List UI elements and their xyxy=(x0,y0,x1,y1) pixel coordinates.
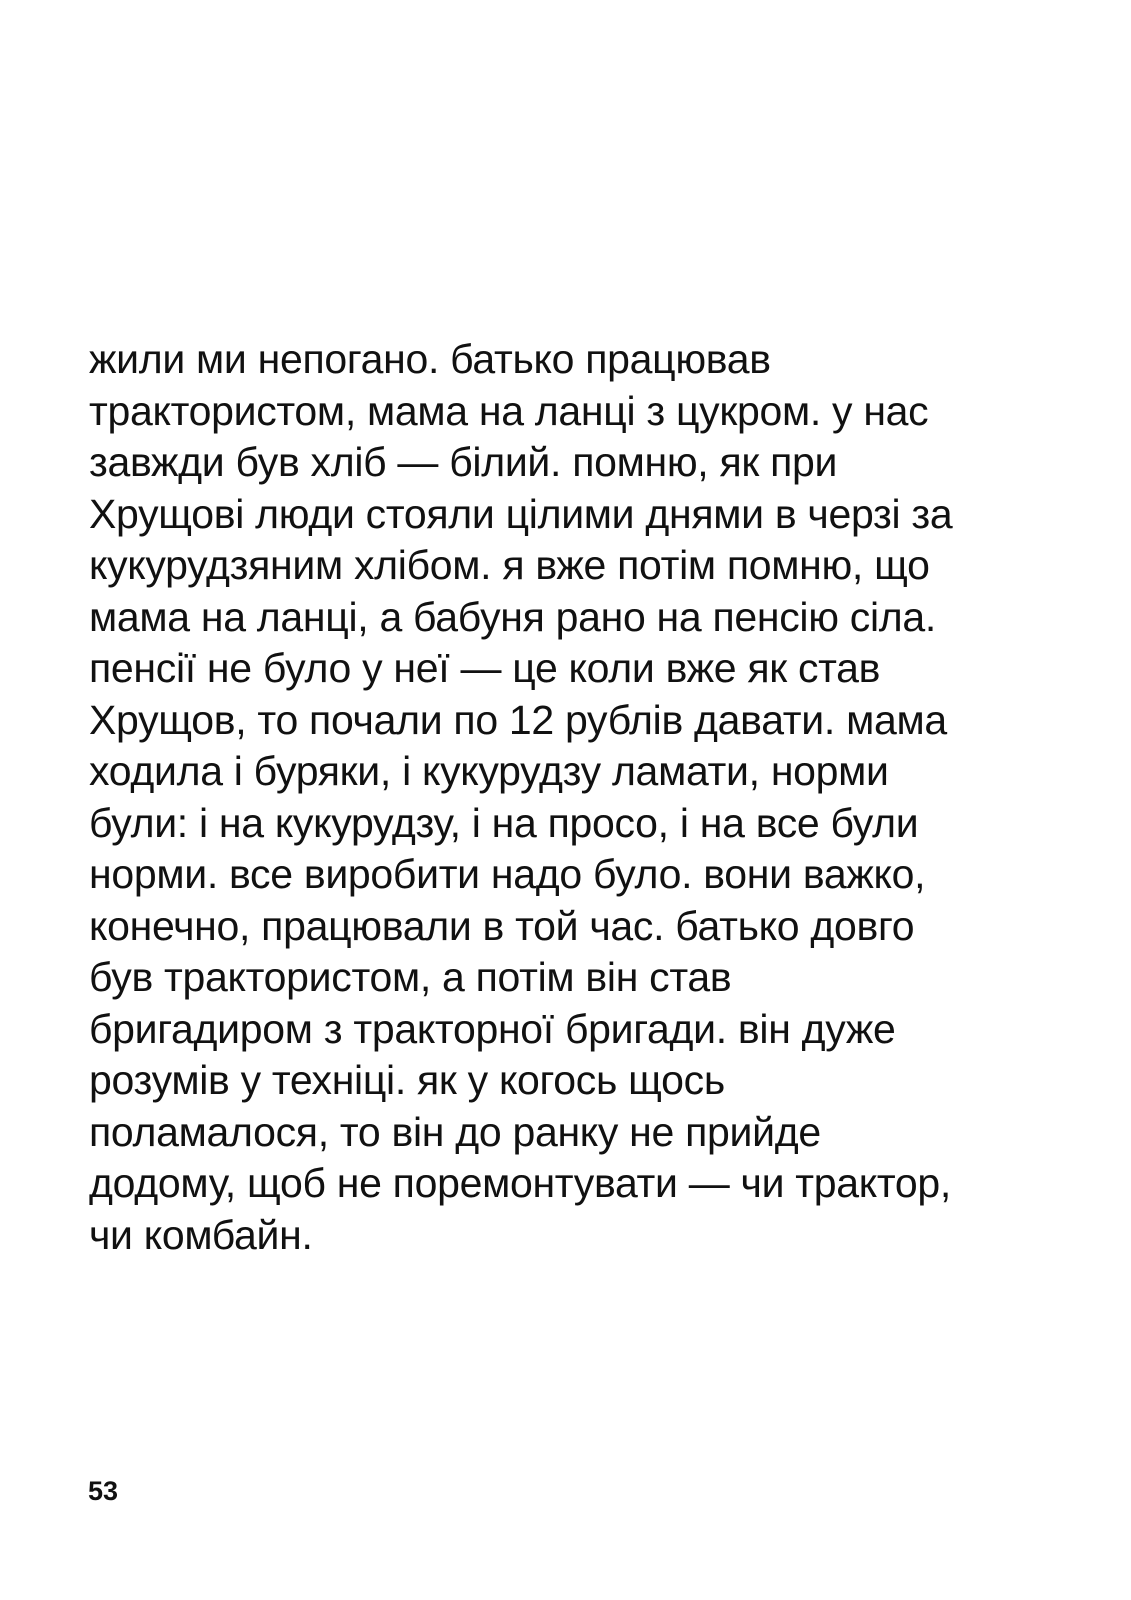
text-line: ходила і буряки, і кукурудзу ламати, норми xyxy=(89,748,889,794)
text-line: норми. все виробити надо було. вони важко, xyxy=(89,851,926,897)
text-line: пенсії не було у неї — це коли вже як став xyxy=(89,645,881,691)
text-line: конечно, працювали в той час. батько довго xyxy=(89,902,915,949)
text-line: Хрущові люди стояли цілими днями в черзі за xyxy=(89,490,953,537)
text-line: жили ми непогано. батько працював xyxy=(89,336,771,382)
text-line: були: і на кукурудзу, і на просо, і на все були xyxy=(89,799,919,846)
text-line: мама на ланці, а бабуня рано на пенсію сіла. xyxy=(89,593,936,640)
text-line: чи комбайн. xyxy=(89,1211,313,1258)
text-line: бригадиром з тракторної бригади. він дуже xyxy=(89,1005,896,1052)
page-number: 53 xyxy=(88,1476,119,1506)
body-paragraph xyxy=(89,334,1049,1261)
text-line: поламалося, то він до ранку не прийде xyxy=(89,1108,821,1155)
text-line: розумів у техніці. як у когось щось xyxy=(89,1057,725,1103)
text-line: був трактористом, а потім він став xyxy=(89,954,732,1000)
text-line: трактористом, мама на ланці з цукром. у нас xyxy=(89,387,929,434)
text-line: кукурудзяним хлібом. я вже потім помню, що xyxy=(89,542,930,588)
text-line: завжди був хліб — білий. помню, як при xyxy=(89,439,838,485)
text-line: Хрущов, то почали по 12 рублів давати. мама xyxy=(89,696,947,743)
text-line: додому, щоб не поремонтувати — чи трактор, xyxy=(89,1160,951,1206)
